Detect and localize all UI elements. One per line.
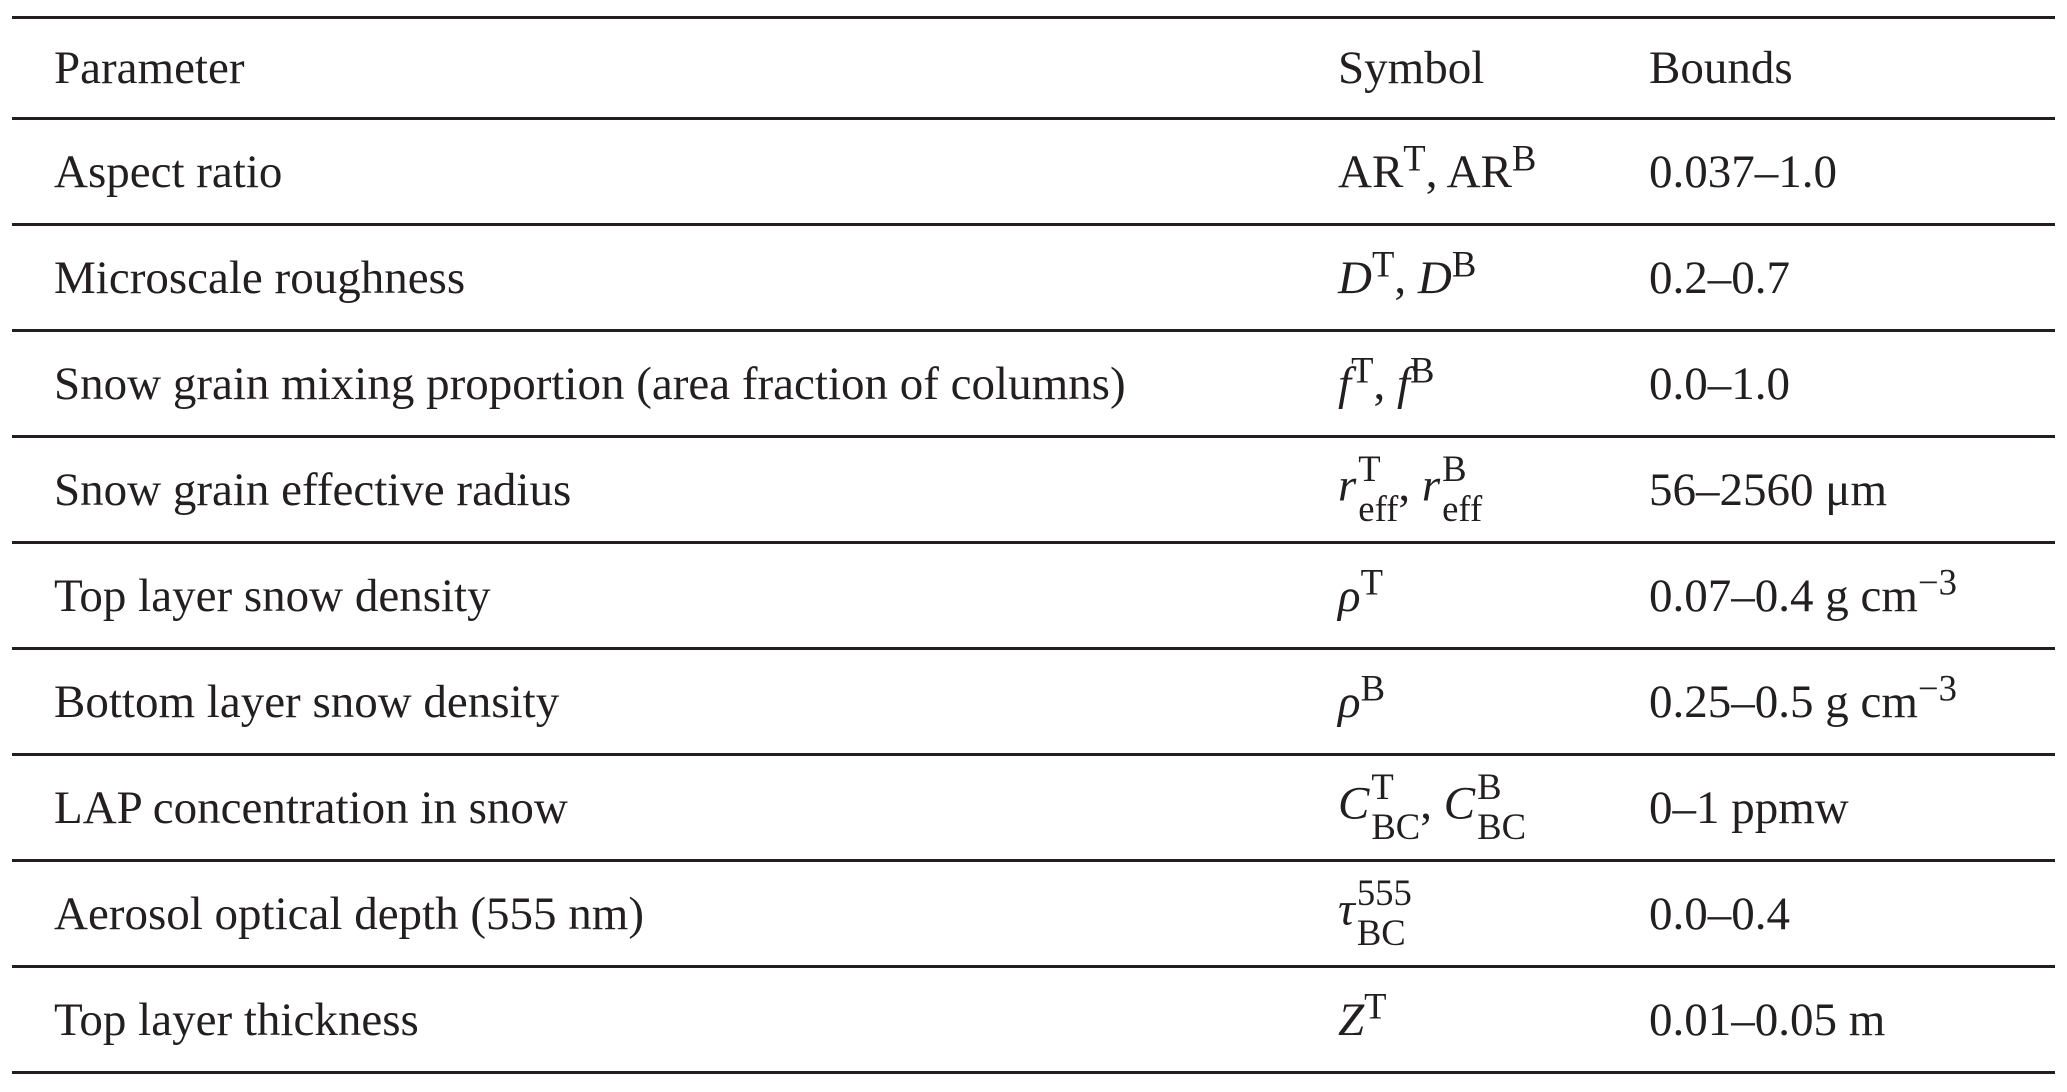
parameter-table-container — [12, 16, 2055, 1074]
symbol-cell — [1338, 543, 1649, 649]
symbol-base: C — [1338, 777, 1370, 830]
bounds-exponent: −3 — [1917, 560, 1957, 602]
bounds-main: 0.07–0.4 g cm — [1649, 569, 1918, 622]
bounds-cell: 0.2–0.7 — [1649, 225, 2055, 331]
symbol-cell — [1338, 437, 1649, 543]
symbol-separator: , — [1373, 357, 1397, 410]
symbol-base: ρ — [1338, 675, 1361, 728]
symbol-sub: BC — [1356, 912, 1406, 954]
symbol-sup: T — [1351, 348, 1374, 390]
symbol-sup: 555 — [1356, 872, 1412, 914]
symbol-script-stack — [1371, 766, 1421, 848]
symbol-sub: BC — [1371, 806, 1421, 848]
symbol-base: τ — [1338, 883, 1355, 936]
header-symbol: Symbol — [1338, 18, 1649, 119]
table-row — [12, 543, 2055, 649]
symbol-separator: , — [1398, 459, 1422, 512]
table-row — [12, 437, 2055, 543]
bounds-cell — [1649, 649, 2055, 755]
symbol-script-stack — [1358, 448, 1399, 530]
symbol-base: D — [1338, 251, 1372, 304]
parameter-cell: Snow grain effective radius — [12, 437, 1338, 543]
bounds-main: 0.25–0.5 g cm — [1649, 675, 1918, 728]
symbol-sub: eff — [1358, 488, 1399, 530]
symbol-cell — [1338, 649, 1649, 755]
symbol-cell — [1338, 331, 1649, 437]
table-row — [12, 755, 2055, 861]
symbol-cell — [1338, 861, 1649, 967]
symbol-sup: T — [1360, 560, 1383, 602]
bounds-cell — [1649, 543, 2055, 649]
symbol-base: r — [1338, 459, 1357, 512]
symbol-sup: T — [1371, 242, 1395, 284]
table-row — [12, 119, 2055, 225]
table-row — [12, 225, 2055, 331]
symbol-sup: T — [1358, 448, 1381, 490]
symbol-separator: , — [1394, 251, 1418, 304]
symbol-sup: T — [1371, 766, 1394, 808]
symbol-sup: B — [1360, 666, 1386, 708]
symbol-sup: B — [1477, 766, 1502, 808]
symbol-base: AR — [1446, 145, 1512, 198]
parameter-cell: Snow grain mixing proportion (area fraction of columns) — [12, 331, 1338, 437]
parameter-cell: Bottom layer snow density — [12, 649, 1338, 755]
table-body — [12, 119, 2055, 1073]
symbol-script-stack — [1356, 872, 1412, 954]
parameter-cell: LAP concentration in snow — [12, 755, 1338, 861]
symbol-cell — [1338, 225, 1649, 331]
bounds-cell: 0–1 ppmw — [1649, 755, 2055, 861]
symbol-sup: B — [1451, 242, 1477, 284]
header-row — [12, 18, 2055, 119]
bounds-cell: 56–2560 μm — [1649, 437, 2055, 543]
symbol-sup: B — [1511, 136, 1537, 178]
symbol-sup: T — [1403, 136, 1426, 178]
table-row — [12, 967, 2055, 1073]
header-bounds: Bounds — [1649, 18, 2055, 119]
symbol-sup: B — [1410, 348, 1435, 390]
symbol-separator: , — [1420, 777, 1444, 830]
symbol-base: Z — [1338, 993, 1365, 1046]
bounds-cell: 0.037–1.0 — [1649, 119, 2055, 225]
symbol-script-stack — [1442, 448, 1483, 530]
bounds-exponent: −3 — [1917, 666, 1957, 708]
symbol-sub: BC — [1477, 806, 1527, 848]
bounds-cell: 0.0–0.4 — [1649, 861, 2055, 967]
parameter-cell: Aerosol optical depth (555 nm) — [12, 861, 1338, 967]
parameter-cell: Top layer thickness — [12, 967, 1338, 1073]
parameter-cell: Top layer snow density — [12, 543, 1338, 649]
parameter-bounds-table — [12, 16, 2055, 1074]
symbol-separator: , — [1425, 145, 1447, 198]
table-row — [12, 861, 2055, 967]
symbol-base: r — [1421, 459, 1441, 512]
symbol-cell — [1338, 755, 1649, 861]
bounds-cell: 0.0–1.0 — [1649, 331, 2055, 437]
symbol-sup: T — [1364, 984, 1387, 1026]
symbol-base: ρ — [1338, 569, 1361, 622]
symbol-base: f — [1396, 357, 1411, 410]
symbol-base: f — [1338, 357, 1352, 410]
symbol-base: AR — [1338, 145, 1404, 198]
parameter-cell: Aspect ratio — [12, 119, 1338, 225]
symbol-base: C — [1443, 777, 1476, 830]
symbol-cell — [1338, 119, 1649, 225]
symbol-sub: eff — [1442, 488, 1483, 530]
table-row — [12, 649, 2055, 755]
table-header — [12, 18, 2055, 119]
header-parameter: Parameter — [12, 18, 1338, 119]
parameter-cell: Microscale roughness — [12, 225, 1338, 331]
symbol-base: D — [1417, 251, 1452, 304]
bounds-cell: 0.01–0.05 m — [1649, 967, 2055, 1073]
symbol-cell — [1338, 967, 1649, 1073]
symbol-sup: B — [1442, 448, 1467, 490]
symbol-script-stack — [1477, 766, 1527, 848]
table-row — [12, 331, 2055, 437]
